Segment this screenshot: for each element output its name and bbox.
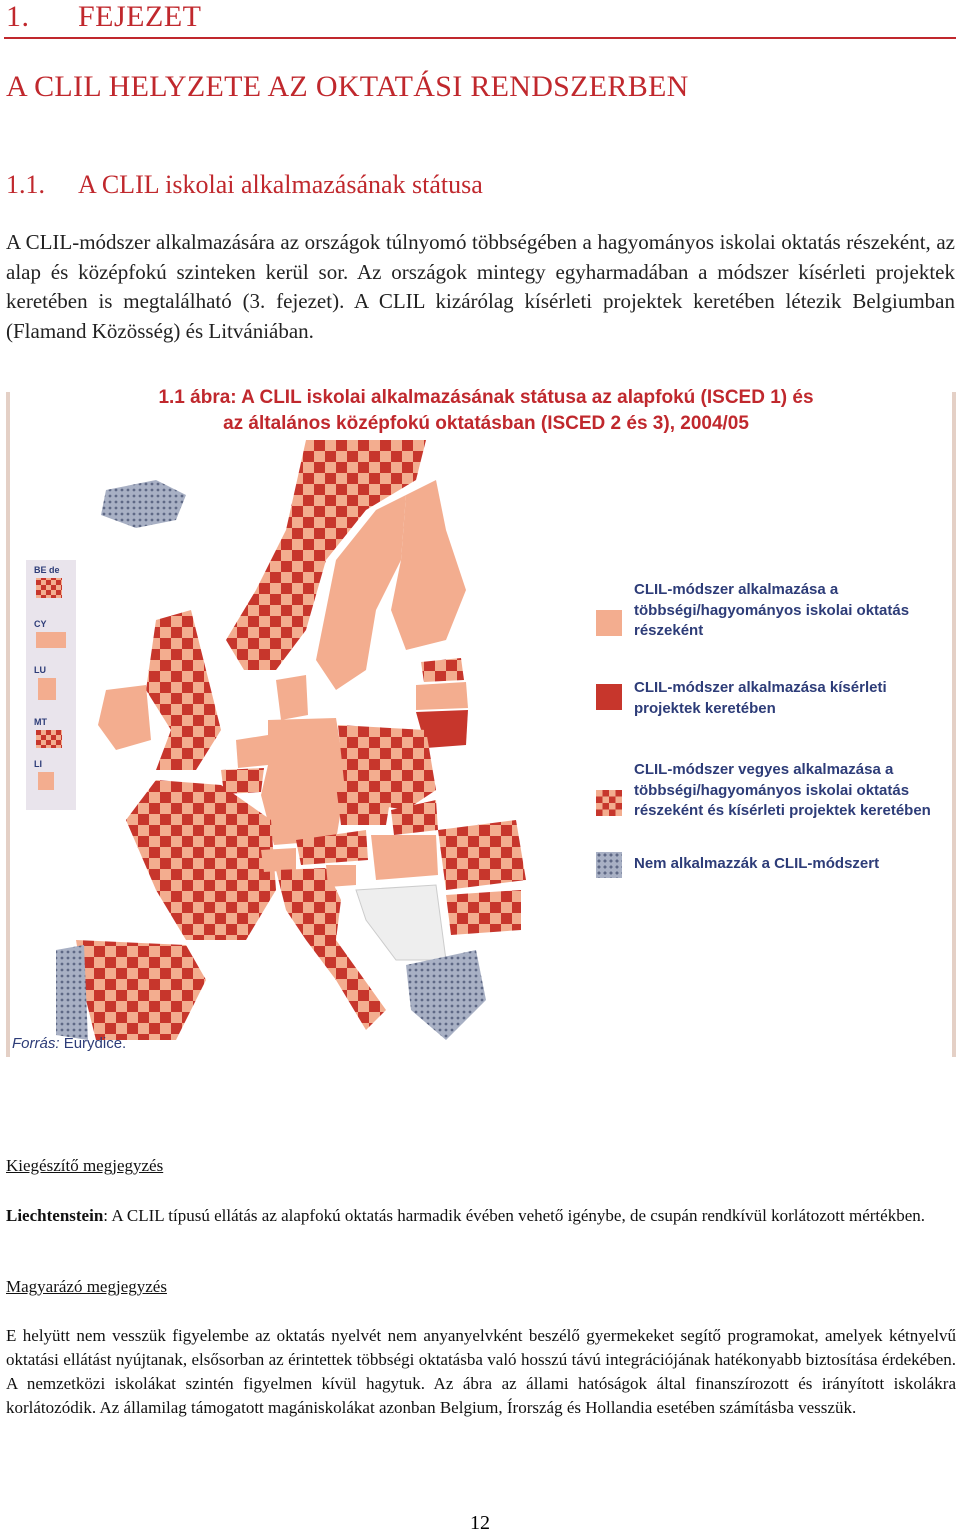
legend-text-pilot: CLIL-módszer alkalmazása kísérleti projektek keretében: [634, 679, 887, 717]
explanatory-heading: Magyarázó megjegyzés: [6, 1277, 167, 1296]
chapter-label: FEJEZET: [78, 0, 202, 33]
map-spain: [76, 940, 206, 1040]
legend-text-mainstream: CLIL-módszer alkalmazása a többségi/hagyományos iskolai oktatás részeként: [634, 581, 910, 639]
figure-border-right: [952, 392, 956, 1057]
map-romania: [438, 820, 526, 890]
chapter-number: 1.: [6, 0, 30, 33]
figure-title-line2: az általános középfokú oktatásban (ISCED 2 és 3), 2004/05: [223, 413, 749, 434]
europe-map: [6, 440, 606, 1040]
map-greece: [406, 950, 486, 1040]
inset-label-mt: MT: [34, 717, 47, 727]
intro-paragraph: A CLIL-módszer alkalmazására az országok túlnyomó többségében a hagyományos iskolai oktatás részeként, az alap és középfokú szinteken kerül sor. Az országok mintegy egyharmadában a módszer kísérleti projektek keretében is megtalálható (3. fejezet). A CLIL kizárólag kísérleti projektek keretében létezik Belgiumban (Flamand Közösség) és Litvániában.: [6, 230, 955, 343]
inset-label-cy: CY: [34, 619, 47, 629]
legend-text-none: Nem alkalmazzák a CLIL-módszert: [634, 855, 880, 872]
map-switzerland: [261, 848, 296, 872]
page-number: 12: [470, 1512, 490, 1534]
map-bulgaria: [446, 890, 521, 935]
map-latvia: [416, 682, 468, 710]
chapter-title: A CLIL HELYZETE AZ OKTATÁSI RENDSZERBEN: [6, 70, 689, 103]
section-number: 1.1.: [6, 170, 45, 199]
legend-swatch-mixed: [596, 790, 622, 816]
map-france: [126, 780, 276, 940]
figure-source-label: Forrás:: [12, 1035, 60, 1052]
supplementary-heading: Kiegészítő megjegyzés: [6, 1156, 164, 1175]
chapter-rule: [4, 37, 956, 39]
supplementary-note: [6, 1204, 956, 1228]
figure-title: [6, 385, 960, 437]
figure-source: [12, 1035, 126, 1052]
map-denmark: [276, 675, 308, 720]
map-germany: [261, 718, 346, 845]
figure-source-text: Eurydice.: [63, 1035, 127, 1052]
section-title: A CLIL iskolai alkalmazásának státusa: [78, 170, 483, 199]
legend-swatch-none: [596, 852, 622, 878]
chapter-heading: [6, 0, 202, 34]
inset-label-lu: LU: [34, 665, 46, 675]
map-portugal: [56, 945, 88, 1040]
figure-map: [6, 380, 956, 1125]
figure-title-line1: 1.1 ábra: A CLIL iskolai alkalmazásának státusa az alapfokú (ISCED 1) és: [158, 387, 814, 408]
inset-label-be-de: BE de: [34, 565, 60, 575]
explanatory-note: E helyütt nem vesszük figyelembe az oktatás nyelvét nem anyanyelvként beszélő gyermekeket segítő programokat, amelyek kétnyelvű oktatási ellátást nyújtanak, elsősorban az érintettek többségi oktatásba való hosszú távú integrációjának hatékonyabb biztosítása érdekében. A nemzetközi iskolákat szintén figyelmen kívül hagytuk. Az ábra az állami hatóságok által finanszírozott és irányított iskolákra korlátozódik. Az államilag támogatott magániskolákat azonban Belgium, Írország és Hollandia esetében számításba vesszük.: [6, 1326, 956, 1417]
legend-swatch-mainstream: [596, 610, 622, 636]
legend-swatch-pilot: [596, 684, 622, 710]
supplementary-label: Liechtenstein: [6, 1206, 104, 1225]
section-heading: [6, 170, 483, 200]
map-slovenia: [326, 865, 356, 887]
map-hungary: [371, 835, 438, 880]
map-netherlands: [236, 735, 268, 768]
map-estonia: [421, 658, 464, 682]
map-uk: [146, 610, 221, 770]
map-iceland: [101, 480, 186, 528]
legend-text-mixed: CLIL-módszer vegyes alkalmazása a többségi/hagyományos iskolai oktatás részeként és kísérleti projektek keretében: [634, 761, 931, 819]
inset-label-li: LI: [34, 759, 42, 769]
map-ireland: [98, 685, 151, 750]
map-balkans: [356, 885, 446, 960]
supplementary-text: : A CLIL típusú ellátás az alapfokú oktatás harmadik évében vehető igénybe, de csupán rendkívül korlátozott mértékben.: [103, 1206, 926, 1225]
